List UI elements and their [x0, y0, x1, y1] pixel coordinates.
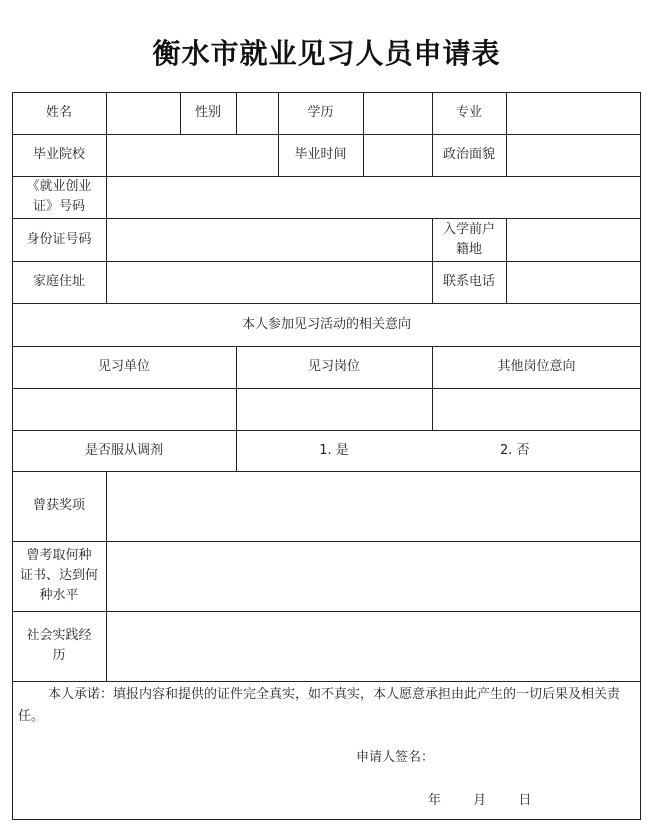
major-input[interactable] — [506, 92, 641, 134]
intent-post-input[interactable] — [236, 388, 432, 430]
certificates-label — [12, 541, 106, 611]
certificates-input[interactable] — [106, 541, 641, 611]
grad-time-input[interactable] — [363, 134, 432, 176]
hukou-input[interactable] — [506, 218, 641, 261]
address-label: 家庭住址 — [32, 274, 85, 289]
certificates-label-line3: 种水平 — [39, 588, 79, 603]
practice-input[interactable] — [106, 611, 641, 681]
adjust-no-option[interactable]: 2. 否 — [500, 442, 530, 458]
pledge-text: 本人承诺：填报内容和提供的证件完全真实，如不真实，本人愿意承担由此产生的一切后果及相关责任。 — [18, 687, 621, 724]
intent-heading: 本人参加见习活动的相关意向 — [241, 316, 411, 332]
major-label: 专业 — [455, 105, 482, 120]
cert-label — [12, 176, 106, 218]
hukou-label-line1: 入学前户 — [442, 221, 495, 237]
grad-time-label: 毕业时间 — [294, 147, 347, 162]
id-number-label: 身份证号码 — [26, 231, 92, 247]
gender-label: 性别 — [194, 105, 221, 120]
political-label: 政治面貌 — [442, 147, 495, 162]
address-input[interactable] — [106, 261, 432, 303]
cert-input[interactable] — [106, 176, 641, 218]
certificates-label-line1: 曾考取何种 — [26, 548, 92, 563]
signature-label: 申请人签名： — [356, 750, 435, 765]
practice-label-line2: 历 — [52, 648, 66, 663]
phone-label: 联系电话 — [442, 274, 495, 289]
intent-post-label: 见习岗位 — [307, 359, 360, 374]
intent-unit-label: 见习单位 — [97, 359, 150, 374]
page-title: 衡水市就业见习人员申请表 — [152, 37, 501, 70]
gender-input[interactable] — [236, 92, 278, 134]
education-label: 学历 — [307, 105, 334, 120]
intent-other-label: 其他岗位意向 — [497, 359, 576, 374]
name-input[interactable] — [106, 92, 180, 134]
practice-label-line1: 社会实践经 — [26, 628, 92, 643]
date-month-label: 月 — [473, 793, 487, 808]
phone-input[interactable] — [506, 261, 641, 303]
cert-label-line2: 证》号码 — [32, 199, 85, 214]
adjust-yes-option[interactable]: 1. 是 — [319, 442, 349, 458]
date-line — [428, 789, 559, 808]
cert-label-line1: 《就业创业 — [26, 179, 92, 194]
certificates-label-line2: 证书、达到何 — [19, 568, 98, 583]
name-label: 姓名 — [45, 105, 72, 120]
date-day-label: 日 — [518, 793, 532, 808]
hukou-label-line2: 籍地 — [455, 241, 482, 257]
education-input[interactable] — [363, 92, 432, 134]
awards-label: 曾获奖项 — [32, 498, 85, 513]
school-input[interactable] — [106, 134, 278, 176]
intent-unit-input[interactable] — [12, 388, 236, 430]
political-input[interactable] — [506, 134, 641, 176]
date-year-label: 年 — [428, 793, 442, 808]
awards-input[interactable] — [106, 471, 641, 541]
adjust-label: 是否服从调剂 — [84, 442, 163, 458]
hukou-label — [432, 218, 506, 261]
id-number-input[interactable] — [106, 218, 432, 261]
practice-label — [12, 611, 106, 681]
school-label: 毕业院校 — [32, 147, 85, 162]
intent-other-input[interactable] — [432, 388, 641, 430]
